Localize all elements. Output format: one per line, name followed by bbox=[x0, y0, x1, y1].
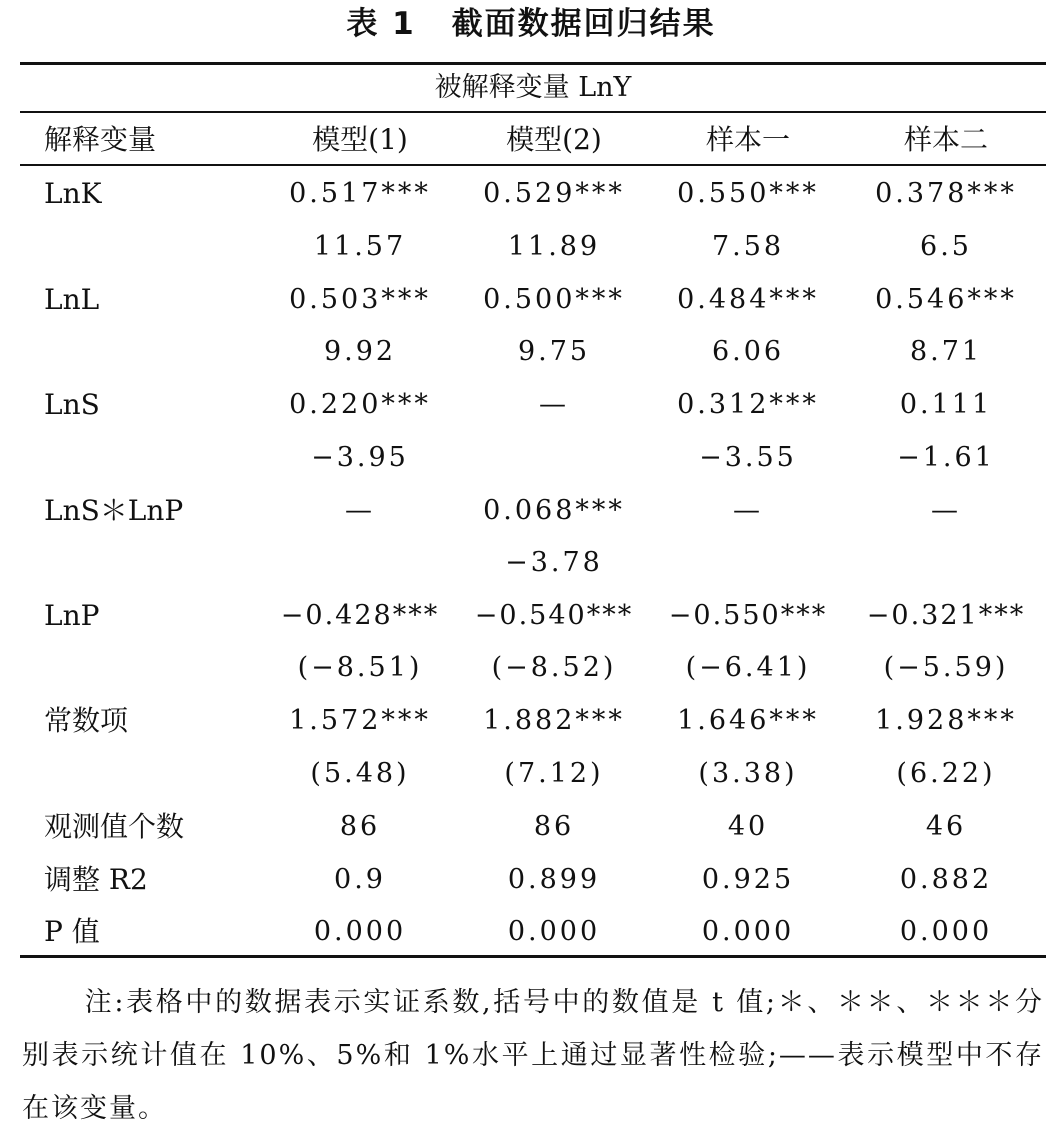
stat-cell: −3.95 bbox=[311, 442, 409, 473]
stat-cell: 8.71 bbox=[909, 336, 983, 367]
stat-cell: (−8.51) bbox=[297, 652, 423, 683]
coef-cell: 0.378*** bbox=[875, 178, 1017, 209]
bottom-rule bbox=[20, 955, 1046, 958]
summary-cell: 0.9 bbox=[334, 864, 386, 895]
table-caption: 截面数据回归结果 bbox=[451, 6, 716, 42]
coef-cell: 0.312*** bbox=[677, 389, 819, 420]
coef-cell: 1.646*** bbox=[677, 705, 819, 736]
coef-cell: −0.321*** bbox=[866, 600, 1026, 631]
row-label-lns: LnS bbox=[44, 388, 100, 421]
stat-cell bbox=[266, 541, 454, 585]
coef-cell: 0.546*** bbox=[875, 284, 1017, 315]
summary-cell: 0.925 bbox=[701, 864, 795, 895]
coef-cell: −0.428*** bbox=[280, 600, 440, 631]
row-label-p-value: P 值 bbox=[44, 915, 100, 948]
coef-cell: −0.540*** bbox=[474, 600, 634, 631]
coef-cell: 1.882*** bbox=[483, 705, 625, 736]
stat-cell: (−6.41) bbox=[685, 652, 811, 683]
summary-cell: 0.000 bbox=[899, 916, 993, 947]
summary-cell: 86 bbox=[339, 811, 381, 842]
coef-cell: 1.572*** bbox=[289, 705, 431, 736]
dependent-variable-rule bbox=[20, 111, 1046, 113]
summary-cell: 0.899 bbox=[507, 864, 601, 895]
stat-cell bbox=[460, 436, 648, 480]
row-label-constant: 常数项 bbox=[44, 704, 129, 737]
row-label-observations: 观测值个数 bbox=[44, 810, 185, 843]
header-sample-1: 样本一 bbox=[705, 123, 790, 156]
top-rule bbox=[20, 62, 1046, 65]
stat-cell: 9.75 bbox=[517, 336, 591, 367]
coef-cell: 0.220*** bbox=[289, 389, 431, 420]
dependent-variable-label: 被解释变量 LnY bbox=[434, 72, 632, 103]
coef-cell: — bbox=[345, 495, 375, 526]
stat-cell: (−5.59) bbox=[883, 652, 1009, 683]
row-label-lns-lnp: LnS＊LnP bbox=[44, 494, 184, 527]
summary-cell: 0.882 bbox=[899, 864, 993, 895]
header-variable: 解释变量 bbox=[44, 123, 157, 156]
stat-cell: (6.22) bbox=[896, 758, 996, 789]
coef-cell: 0.484*** bbox=[677, 284, 819, 315]
table-number: 表 1 bbox=[346, 6, 416, 42]
stat-cell: −3.78 bbox=[505, 547, 603, 578]
stat-cell: 9.92 bbox=[323, 336, 397, 367]
coef-cell: 1.928*** bbox=[875, 705, 1017, 736]
stat-cell: (−8.52) bbox=[491, 652, 617, 683]
stat-cell: (3.38) bbox=[698, 758, 798, 789]
coef-cell: — bbox=[733, 495, 763, 526]
stat-cell: (5.48) bbox=[310, 758, 410, 789]
coef-cell: 0.111 bbox=[899, 389, 993, 420]
row-label-adjusted-r2: 调整 R2 bbox=[44, 863, 148, 896]
row-label-lnl: LnL bbox=[44, 283, 100, 316]
header-sample-2: 样本二 bbox=[903, 123, 988, 156]
summary-cell: 86 bbox=[533, 811, 575, 842]
table-note-text: 注:表格中的数据表示实证系数,括号中的数值是 t 值;＊、＊＊、＊＊＊分别表示统计值在 10%、5%和 1%水平上通过显著性检验;——表示模型中不存在该变量。 bbox=[22, 987, 1044, 1124]
stat-cell bbox=[848, 541, 1044, 585]
stat-cell: −3.55 bbox=[699, 442, 797, 473]
header-model-2: 模型(2) bbox=[506, 123, 602, 156]
stat-cell: 11.89 bbox=[507, 231, 601, 262]
summary-cell: 46 bbox=[925, 811, 967, 842]
coef-cell: 0.550*** bbox=[677, 178, 819, 209]
coef-cell: 0.500*** bbox=[483, 284, 625, 315]
stat-cell: (7.12) bbox=[504, 758, 604, 789]
stat-cell: 6.5 bbox=[920, 231, 972, 262]
coef-cell: 0.068*** bbox=[483, 495, 625, 526]
table-note bbox=[22, 976, 1044, 1135]
coef-cell: −0.550*** bbox=[668, 600, 828, 631]
summary-cell: 0.000 bbox=[507, 916, 601, 947]
stat-cell: 7.58 bbox=[711, 231, 785, 262]
coef-cell: 0.517*** bbox=[289, 178, 431, 209]
stat-cell bbox=[654, 541, 842, 585]
stat-cell: 11.57 bbox=[313, 231, 407, 262]
coef-cell: — bbox=[931, 495, 961, 526]
row-label-lnk: LnK bbox=[44, 177, 102, 210]
header-rule bbox=[20, 164, 1046, 166]
summary-cell: 0.000 bbox=[313, 916, 407, 947]
header-model-1: 模型(1) bbox=[312, 123, 408, 156]
stat-cell: −1.61 bbox=[897, 442, 995, 473]
stat-cell: 6.06 bbox=[711, 336, 785, 367]
coef-cell: 0.503*** bbox=[289, 284, 431, 315]
row-label-lnp: LnP bbox=[44, 599, 100, 632]
coef-cell: — bbox=[539, 389, 569, 420]
summary-cell: 0.000 bbox=[701, 916, 795, 947]
coef-cell: 0.529*** bbox=[483, 178, 625, 209]
table-title bbox=[0, 4, 1062, 44]
summary-cell: 40 bbox=[727, 811, 769, 842]
